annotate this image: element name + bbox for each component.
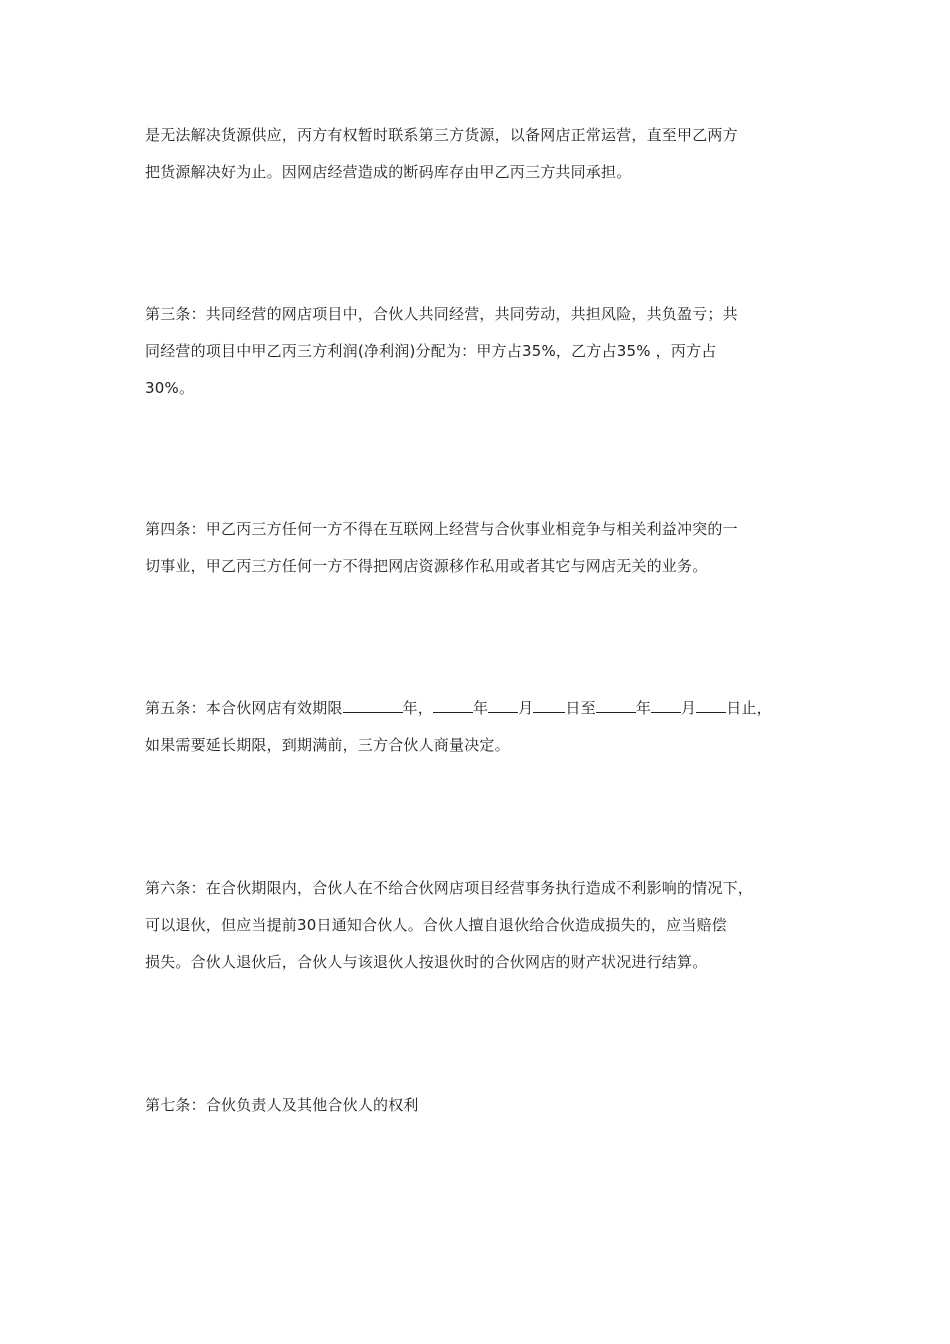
text-line: 第四条：甲乙丙三方任何一方不得在互联网上经营与合伙事业相竞争与相关利益冲突的一 (145, 520, 738, 538)
text-segment: 同经营的项目中甲乙丙三方利润 (145, 342, 358, 360)
paragraph-article-6 (145, 870, 817, 981)
fill-blank-start-day[interactable] (533, 697, 565, 713)
text-segment: 年， (402, 699, 434, 717)
percent-party-b: 35% (616, 342, 651, 360)
text-segment: 第五条：本合伙网店有效期限 (145, 699, 343, 717)
text-line: 第六条：在合伙期限内，合伙人在不给合伙网店项目经营事务执行造成不利影响的情况下， (145, 879, 754, 897)
text-line: 如果需要延长期限，到期满前，三方合伙人商量决定。 (145, 736, 510, 754)
text-line: 是无法解决货源供应，丙方有权暂时联系第三方货源，以备网店正常运营，直至甲乙两方 (145, 126, 738, 144)
paragraph-article-7 (145, 1087, 817, 1124)
notice-days: 30 (297, 916, 317, 934)
paragraph-article-4 (145, 511, 817, 585)
fill-blank-end-year[interactable] (596, 697, 636, 713)
fill-blank-end-month[interactable] (651, 697, 681, 713)
text-segment: 。 (178, 379, 195, 397)
paren-open: ( (357, 342, 364, 360)
text-segment: ，丙方占 (650, 342, 717, 360)
text-segment: ，乙方占 (555, 342, 617, 360)
text-line (145, 907, 817, 944)
text-line (145, 333, 817, 370)
text-line: 把货源解决好为止。因网店经营造成的断码库存由甲乙丙三方共同承担。 (145, 163, 632, 181)
paragraph-article-5 (145, 690, 817, 764)
percent-party-c: 30% (145, 379, 179, 397)
text-line: 第三条：共同经营的网店项目中，合伙人共同经营，共同劳动，共担风险，共负盈亏；共 (145, 305, 738, 323)
paragraph-goods-supply (145, 117, 817, 191)
paragraph-article-3 (145, 296, 817, 407)
text-segment: 日通知合伙人。合伙人擅自退伙给合伙造成损失的，应当赔偿 (316, 916, 727, 934)
fill-blank-start-month[interactable] (488, 697, 518, 713)
text-line: 第七条：合伙负责人及其他合伙人的权利 (145, 1096, 419, 1114)
fill-blank-end-day[interactable] (696, 697, 726, 713)
text-line (145, 690, 817, 727)
text-segment: 净利润 (363, 342, 410, 360)
text-segment: 分配为：甲方占 (415, 342, 522, 360)
text-line: 损失。合伙人退伙后，合伙人与该退伙人按退伙时的合伙网店的财产状况进行结算。 (145, 953, 708, 971)
paren-close: ) (409, 342, 416, 360)
fill-blank-years[interactable] (343, 697, 403, 713)
text-segment: 可以退伙，但应当提前 (145, 916, 298, 934)
text-segment: 日止， (726, 699, 772, 717)
text-segment: 日至 (565, 699, 596, 717)
text-line (145, 370, 817, 407)
fill-blank-start-year[interactable] (433, 697, 473, 713)
text-line: 切事业，甲乙丙三方任何一方不得把网店资源移作私用或者其它与网店无关的业务。 (145, 557, 708, 575)
text-segment: 月 (518, 699, 534, 717)
text-segment: 年 (635, 699, 652, 717)
text-segment: 年 (473, 699, 489, 717)
percent-party-a: 35% (521, 342, 556, 360)
text-segment: 月 (681, 699, 697, 717)
